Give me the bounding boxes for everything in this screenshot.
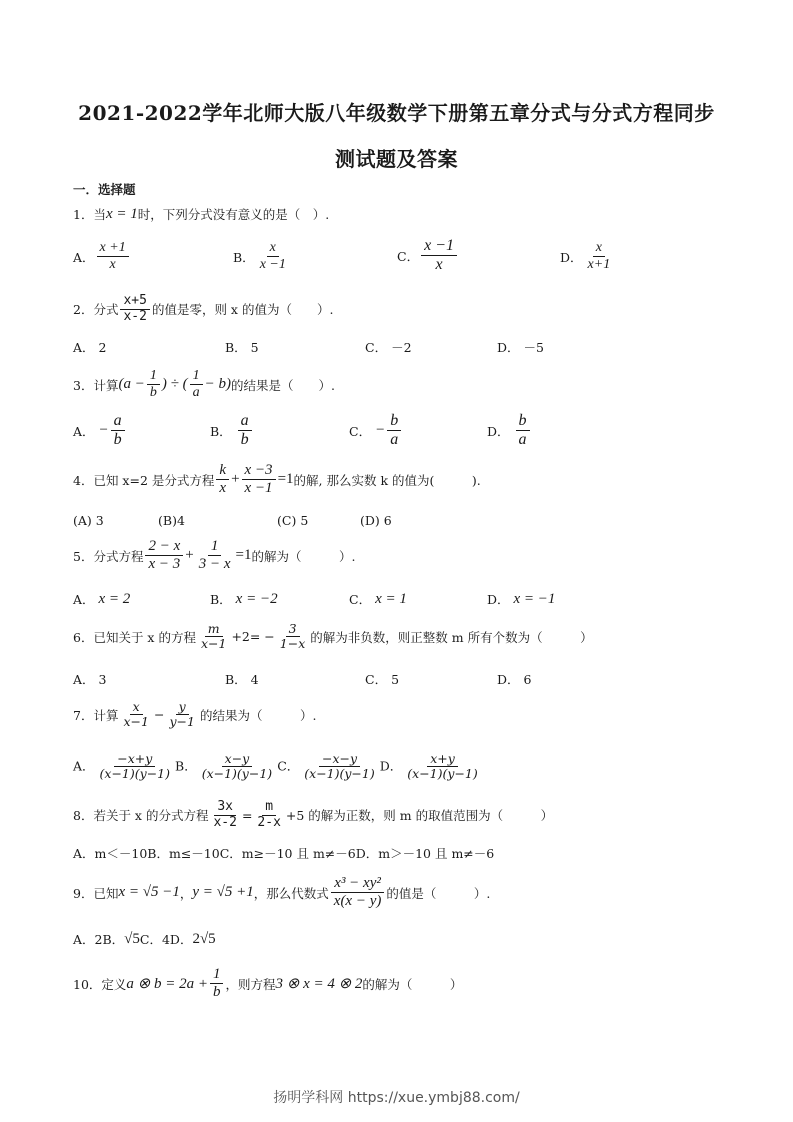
q3-option-a: A． − $\frac{a}{b}$	[73, 412, 127, 450]
footer-watermark: 扬明学科网 https://xue.ymbj88.com/	[273, 1090, 520, 1106]
q5-option-c: C． x = 1	[349, 590, 407, 607]
question-6: 6． 已知关于 x 的方程 $\frac{m}{x-1}$ +2= − $\frac{3}{1-x}$ 的解为非负数，则正整数 m 所有个数为（ ）	[73, 621, 593, 652]
fraction: $\frac{b}{a}$	[516, 412, 530, 450]
fraction: $\frac{b}{a}$	[387, 412, 401, 450]
fraction: $\frac{1}{3 - x}$	[198, 538, 231, 573]
fraction: $\frac{a}{b}$	[238, 412, 252, 450]
fraction: $\frac{1}{b}$	[147, 368, 160, 401]
question-3: 3． 计算 (a − $\frac{1}{b}$ ) ÷ ( $\frac{1}{a}$ − b) 的结果是（ ）.	[73, 368, 335, 401]
fraction: $\frac{a}{b}$	[111, 412, 125, 450]
q1-option-d: D． $\frac{x}{x+1}$	[560, 240, 615, 273]
question-8: 8． 若关于 x 的分式方程 $\frac{3x}{x-2}$ = $\frac{m}{2-x}$ +5 的解为正数，则 m 的取值范围为（ ）	[73, 799, 554, 830]
fraction: $\frac{x}{x+1}$	[587, 240, 611, 273]
q4-option-b: (B) 4	[158, 513, 185, 528]
fraction: $\frac{2 - x}{x - 3}$	[145, 538, 183, 574]
q2-option-c: C． －2	[365, 340, 412, 355]
fraction: $\frac{m}{x-1}$	[200, 621, 227, 652]
document-title-line1: 2021-2022学年北师大版八年级数学下册第五章分式与分式方程同步	[78, 101, 715, 125]
q5-option-b: B． x = −2	[210, 590, 278, 607]
fraction: $\frac{3x}{x-2}$	[213, 799, 237, 830]
question-1: 1． 当 x = 1 时，下列分式没有意义的是（ ）.	[73, 205, 330, 222]
q7-options	[73, 752, 483, 782]
q1-option-b: B． $\frac{x}{x -1}$	[233, 240, 291, 273]
q3-option-d: D． $\frac{b}{a}$	[487, 412, 532, 450]
q4-option-d: (D) 6	[360, 513, 392, 528]
question-5: 5． 分式方程 $\frac{2 - x}{x - 3}$ + $\frac{1}{3 - x}$ =1 的解为（ ）.	[73, 538, 356, 573]
fraction: $\frac{x}{x -1}$	[259, 240, 286, 273]
document-title-line2: 测试题及答案	[335, 147, 458, 171]
fraction: $\frac{x -1}{x}$	[421, 237, 457, 275]
q4-option-c: (C) 5	[277, 513, 309, 528]
fraction: $\frac{m}{2-x}$	[257, 799, 281, 830]
section-heading: 一．选择题	[73, 182, 136, 197]
fraction: $\frac{x-y}{(x-1)(y-1)}$	[201, 751, 273, 782]
q2-option-d: D． －5	[497, 340, 544, 355]
q2-option-b: B． 5	[225, 339, 259, 355]
q6-option-c: C． 5	[365, 671, 400, 687]
q7-option-d: D． $\frac{x+y}{(x-1)(y-1)}$	[380, 752, 483, 782]
q2-option-a: A． 2	[73, 339, 107, 355]
fraction: $\frac{x +1}{x}$	[97, 240, 129, 273]
q7-option-a: A． $\frac{-x+y}{(x-1)(y-1)}$	[73, 752, 175, 782]
fraction: $\frac{1}{b}$	[210, 966, 224, 1002]
q6-option-d: D． 6	[497, 671, 532, 687]
q7-option-b: B． $\frac{x-y}{(x-1)(y-1)}$	[175, 752, 277, 782]
question-10: 10． 定义 a ⊗ b = 2a + $\frac{1}{b}$ ，则方程 3 ⊗ x = 4 ⊗ 2 的解为（ ）	[73, 966, 463, 1001]
q6-option-b: B． 4	[225, 671, 259, 687]
q4-option-a: (A) 3	[73, 513, 104, 528]
q5-option-a: A． x = 2	[73, 590, 131, 607]
q9-options: A．2B． √5 C．4D． 2√5	[73, 930, 216, 947]
fraction: $\frac{x}{x-1}$	[123, 699, 149, 730]
fraction: $\frac{\text{x³ − xy²}}{x(x - y)}$	[331, 875, 385, 911]
fraction: $\frac{-x-y}{(x-1)(y-1)}$	[304, 751, 375, 782]
question-2: 2． 分式 $\frac{x+5}{x-2}$ 的值是零，则 x 的值为（ ）.	[73, 293, 334, 324]
q3-option-b: B． $\frac{a}{b}$	[210, 412, 254, 450]
math-expression: x = 1	[105, 205, 138, 222]
q7-option-c: C． $\frac{-x-y}{(x-1)(y-1)}$	[277, 752, 380, 782]
question-9: 9． 已知 x = √5 −1 ， y = √5 +1 ，那么代数式 $\frac{\text{x³ − xy²}}{x(x - y)}$ 的值是（ ）.	[73, 875, 491, 910]
question-4: 4． 已知 x=2 是分式方程 $\frac{k}{x}$ + $\frac{x -3}{x -1}$ =1 的解, 那么实数 k 的值为( ).	[73, 462, 481, 497]
fraction: $\frac{k}{x}$	[216, 462, 229, 498]
fraction: $\frac{x+5}{x-2}$	[120, 294, 149, 325]
fraction: $\frac{3}{1-x}$	[279, 621, 306, 652]
q6-option-a: A． 3	[73, 671, 107, 687]
fraction: $\frac{-x+y}{(x-1)(y-1)}$	[99, 751, 171, 782]
question-7: 7． 计算 $\frac{x}{x-1}$ − $\frac{y}{y-1}$ 的结果为（ ）.	[73, 699, 317, 730]
fraction: $\frac{1}{a}$	[190, 368, 203, 401]
q3-option-c: C． − $\frac{b}{a}$	[349, 412, 403, 450]
fraction: $\frac{x+y}{(x-1)(y-1)}$	[407, 751, 478, 782]
q1-option-c: C． $\frac{x -1}{x}$	[397, 237, 459, 275]
q5-option-d: D． x = −1	[487, 590, 556, 607]
fraction: $\frac{y}{y-1}$	[169, 699, 195, 730]
q8-options: A．m＜－10B．m≤－10C．m≥－10 且 m≠－6D．m＞－10 且 m≠－6	[73, 846, 495, 861]
fraction: $\frac{x -3}{x -1}$	[242, 462, 276, 498]
q1-option-a: A． $\frac{x +1}{x}$	[73, 240, 131, 273]
